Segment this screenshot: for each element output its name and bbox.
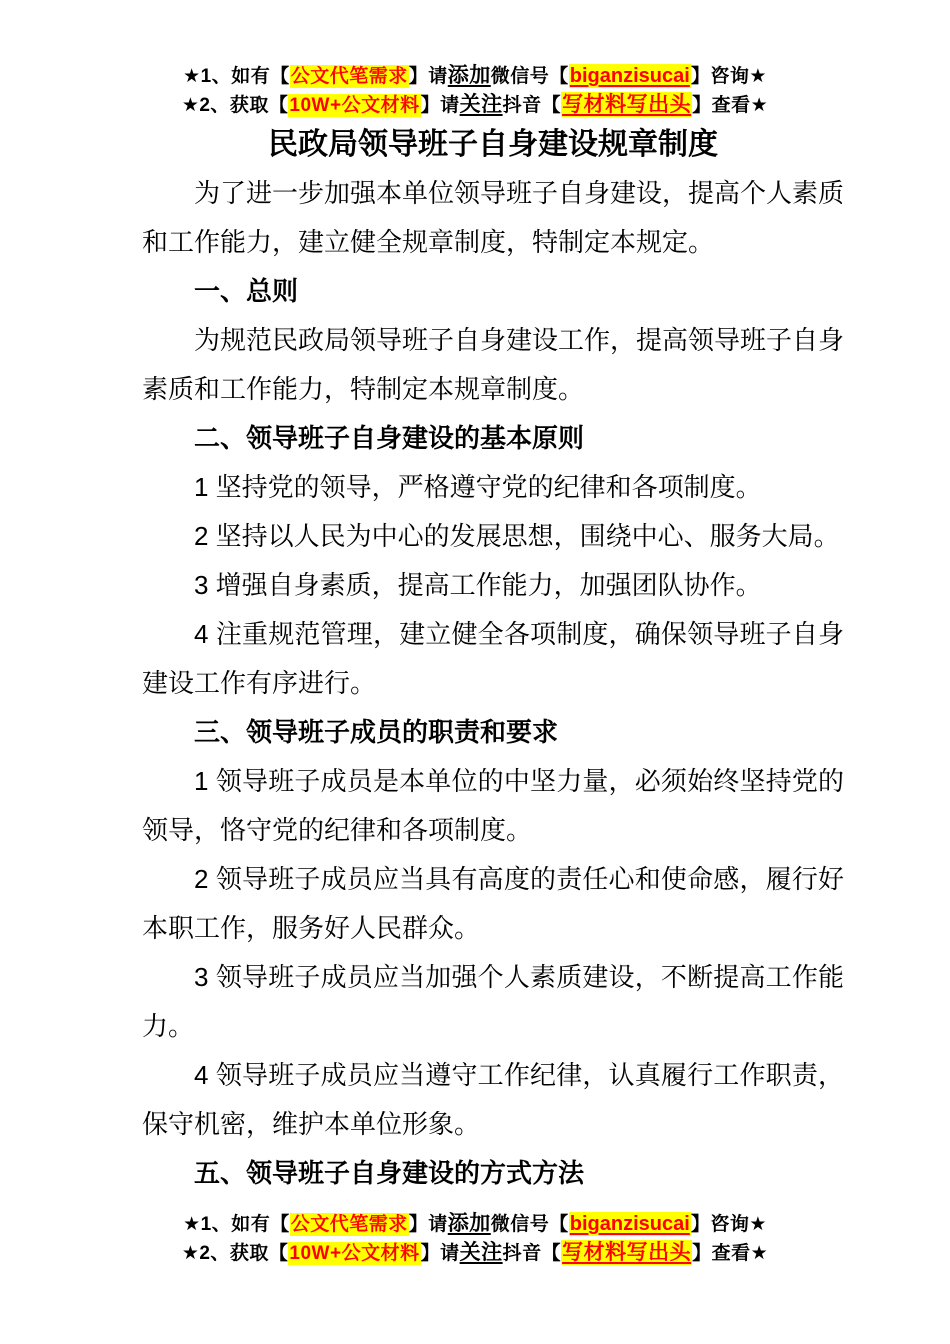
promo-douyin-id: 写材料写出头 [562,1241,692,1264]
promo-highlight-service: 公文代笔需求 [290,1214,408,1235]
body-paragraph: 1 领导班子成员是本单位的中坚力量，必须始终坚持党的领导，恪守党的纪律和各项制度。 [142,766,844,845]
promo-text: 】咨询★ [690,66,767,87]
promo-line-1 [0,1210,950,1239]
section-heading-5: 五、领导班子自身建设的方式方法 [194,1158,585,1188]
promo-wechat-id: biganzisucai [569,65,690,87]
body-paragraph: 2 领导班子成员应当具有高度的责任心和使命感，履行好本职工作，服务好人民群众。 [142,864,844,943]
promo-douyin-id: 写材料写出头 [562,93,692,116]
promo-text: 微信号【 [490,1214,569,1235]
body-paragraph: 2 坚持以人民为中心的发展思想，围绕中心、服务大局。 [194,521,840,551]
section-heading-3: 三、领导班子成员的职责和要求 [194,717,559,747]
promo-text: 】请 [408,1214,448,1235]
promo-line-1 [0,62,950,91]
promo-highlight-materials: 10W+公文材料 [289,1243,420,1264]
promo-text: 微信号【 [490,66,569,87]
body-paragraph: 为规范民政局领导班子自身建设工作，提高领导班子自身素质和工作能力，特制定本规章制度。 [142,325,845,404]
promo-highlight-service: 公文代笔需求 [290,66,408,87]
body-paragraph: 4 领导班子成员应当遵守工作纪律，认真履行工作职责，保守机密，维护本单位形象。 [142,1060,844,1139]
promo-text: 抖音【 [502,1243,562,1264]
document-title: 民政局领导班子自身建设规章制度 [268,128,718,161]
body-paragraph: 3 增强自身素质，提高工作能力，加强团队协作。 [194,570,762,600]
promo-underline-add: 添加 [447,64,491,87]
promo-text: 】咨询★ [690,1214,767,1235]
promo-line-2 [0,91,950,120]
promo-text: 】请 [408,66,448,87]
body-paragraph: 3 领导班子成员应当加强个人素质建设，不断提高工作能力。 [142,962,844,1041]
body-paragraph: 1 坚持党的领导，严格遵守党的纪律和各项制度。 [194,472,762,502]
promo-banner-top [0,0,950,120]
promo-wechat-id: biganzisucai [569,1213,690,1235]
promo-underline-follow: 关注 [459,1241,503,1264]
section-heading-1: 一、总则 [194,276,299,306]
promo-underline-add: 添加 [447,1212,491,1235]
promo-text: ★1、如有【 [183,66,290,87]
promo-underline-follow: 关注 [459,93,503,116]
promo-text: ★1、如有【 [183,1214,290,1235]
body-paragraph: 4 注重规范管理，建立健全各项制度，确保领导班子自身建设工作有序进行。 [142,619,844,698]
promo-highlight-materials: 10W+公文材料 [289,95,420,116]
promo-line-2 [0,1239,950,1268]
document-content [0,120,950,1198]
promo-text: 】查看★ [692,1243,769,1264]
promo-text: 】查看★ [692,95,769,116]
body-paragraph: 为了进一步加强本单位领导班子自身建设，提高个人素质和工作能力，建立健全规章制度，特制定本规定。 [142,178,845,257]
promo-text: 】请 [420,1243,460,1264]
promo-banner-bottom [0,1198,950,1268]
promo-text: 】请 [420,95,460,116]
promo-text: ★2、获取【 [181,95,289,116]
section-heading-2: 二、领导班子自身建设的基本原则 [194,423,585,453]
promo-text: 抖音【 [502,95,562,116]
promo-text: ★2、获取【 [181,1243,289,1264]
